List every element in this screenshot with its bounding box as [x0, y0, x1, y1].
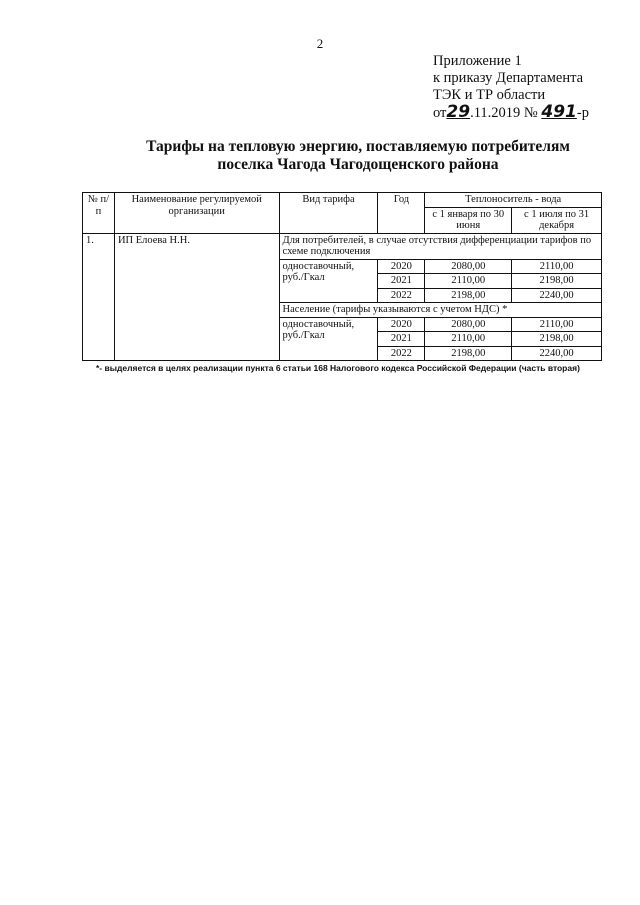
section2-tariff-type: одноставочный, руб./Гкал: [279, 317, 378, 361]
year-cell: 2022: [378, 346, 425, 361]
title-line-1: Тарифы на тепловую энергию, поставляемую потребителям: [146, 138, 570, 155]
appendix-line-2: к приказу Департамента: [433, 70, 584, 86]
header-period-1: с 1 января по 30 июня: [425, 207, 512, 233]
footnote: *- выделяется в целях реализации пункта 6 статьи 168 Налогового кодекса Российской Федерации (часть вторая): [96, 363, 580, 373]
table-header-row: [83, 193, 602, 208]
appendix-line-3: ТЭК и ТР области: [433, 87, 546, 103]
value-cell: 2110,00: [425, 332, 512, 347]
value-cell: 2240,00: [512, 288, 602, 303]
date-prefix: от: [433, 105, 447, 121]
section2-label: Население (тарифы указываются с учетом НДС) *: [279, 303, 601, 318]
value-cell: 2198,00: [512, 332, 602, 347]
appendix-date-line: [433, 104, 589, 122]
title-line-2: поселка Чагода Чагодощенского района: [217, 156, 499, 173]
value-cell: 2110,00: [425, 274, 512, 289]
document-title: [0, 138, 640, 174]
value-cell: 2110,00: [512, 317, 602, 332]
header-org: Наименование регулируемой организации: [114, 193, 279, 234]
appendix-header: [433, 53, 589, 122]
order-suffix: -р: [576, 105, 589, 121]
year-cell: 2020: [378, 259, 425, 274]
header-carrier: Теплоноситель - вода: [425, 193, 602, 208]
value-cell: 2198,00: [512, 274, 602, 289]
year-cell: 2021: [378, 332, 425, 347]
value-cell: 2198,00: [425, 346, 512, 361]
value-cell: 2080,00: [425, 259, 512, 274]
handwritten-order-number: 491: [541, 102, 577, 122]
value-cell: 2110,00: [512, 259, 602, 274]
value-cell: 2080,00: [425, 317, 512, 332]
appendix-line-1: Приложение 1: [433, 53, 522, 69]
year-cell: 2022: [378, 288, 425, 303]
row-num: 1.: [83, 233, 115, 361]
row-org: ИП Елоева Н.Н.: [114, 233, 279, 361]
value-cell: 2240,00: [512, 346, 602, 361]
tariff-table: [82, 192, 602, 361]
section1-label: Для потребителей, в случае отсутствия дифференциации тарифов по схеме подключения: [279, 233, 601, 259]
header-period-2: с 1 июля по 31 декабря: [512, 207, 602, 233]
page-number: 2: [316, 36, 324, 51]
year-cell: 2020: [378, 317, 425, 332]
section1-label-row: [83, 233, 602, 259]
header-tariff-type: Вид тарифа: [279, 193, 378, 234]
value-cell: 2198,00: [425, 288, 512, 303]
date-rest: .11.2019 №: [470, 105, 538, 121]
section1-tariff-type: одноставочный, руб./Гкал: [279, 259, 378, 303]
header-year: Год: [378, 193, 425, 234]
header-num: № п/п: [83, 193, 115, 234]
year-cell: 2021: [378, 274, 425, 289]
handwritten-day: 29: [446, 102, 471, 122]
